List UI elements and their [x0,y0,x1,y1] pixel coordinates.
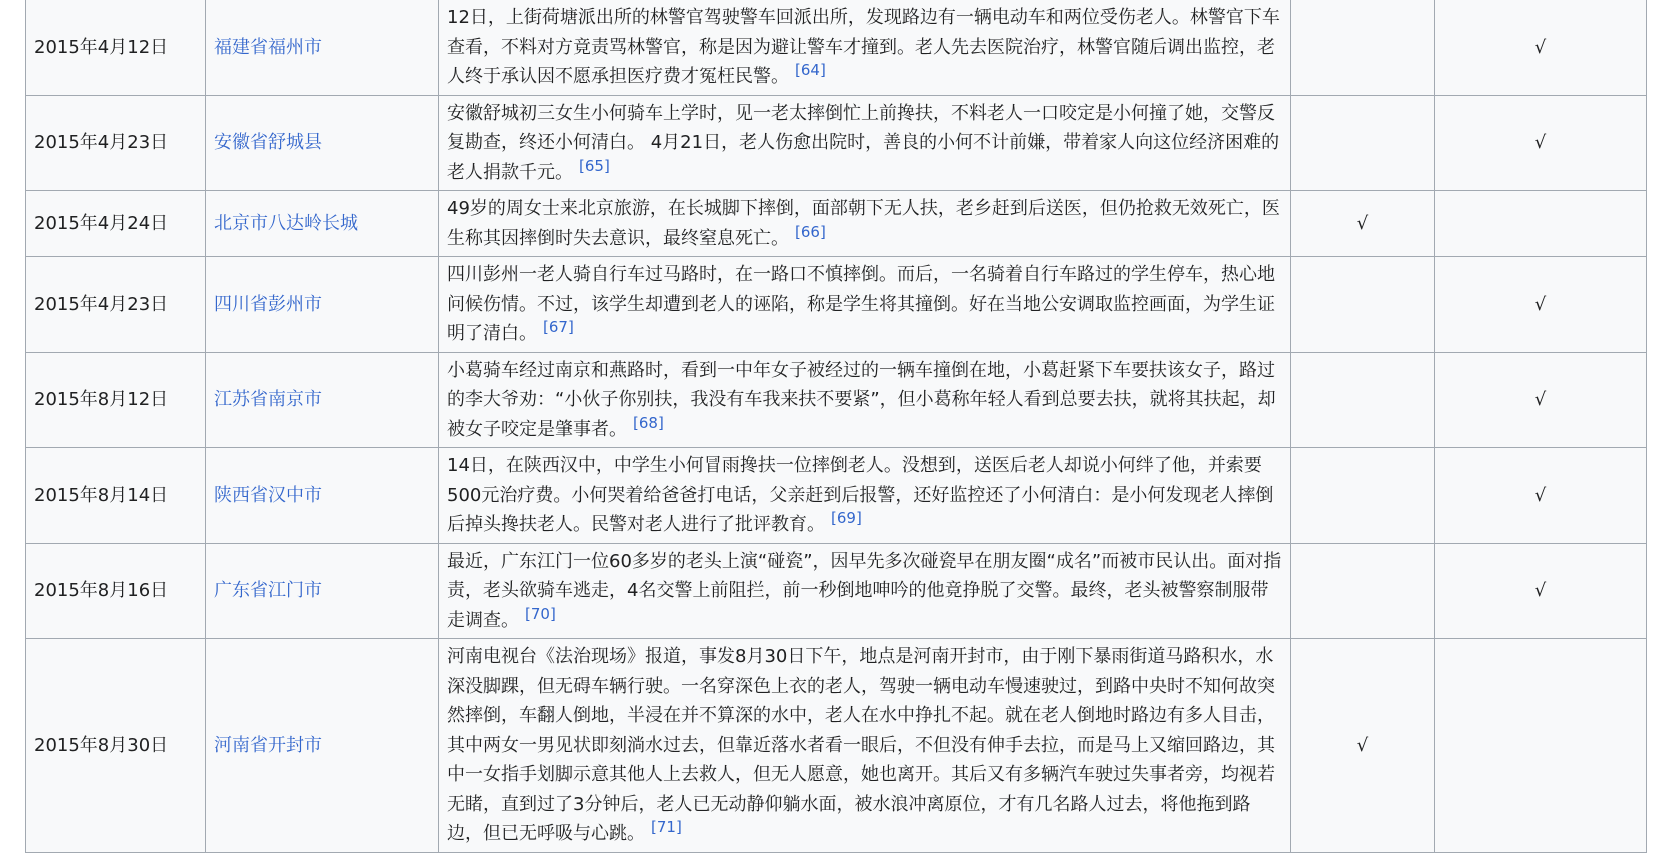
location-cell [206,191,439,257]
checkmark-icon: √ [1534,580,1547,601]
description-text: 河南电视台《法治现场》报道，事发8月30日下午，地点是河南开封市，由于刚下暴雨街道马路积水，水深没脚踝，但无碍车辆行驶。一名穿深色上衣的老人，驾驶一辆电动车慢速驶过，到路中央时不知何故突然摔倒，车翻人倒地，半浸在并不算深的水中，老人在水中挣扎不起。就在老人倒地时路边有多人目击，其中两女一男见状即刻淌水过去，但靠近落水者看一眼后，不但没有伸手去拉，而是马上又缩回路边，其中一女指手划脚示意其他人上去救人，但无人愿意，她也离开。其后又有多辆汽车驶过失事者旁，均视若无睹，直到过了3分钟后，老人已无动静仰躺水面，被水浪冲离原位，才有几名路人过去，将他拖到路边，但已无呼吸与心跳。 [447,646,1275,844]
check-column-b-cell [1435,95,1647,191]
description-text: 最近，广东江门一位60多岁的老头上演“碰瓷”，因早先多次碰瓷早在朋友圈“成名”而被市民认出。面对指责，老头欲骑车逃走，4名交警上前阻拦，前一秒倒地呻吟的他竟挣脱了交警。最终，老头被警察制服带走调查。 [447,550,1282,631]
check-column-b-cell [1435,639,1647,853]
date-cell [26,639,206,853]
location-link[interactable]: 河南省开封市 [214,734,322,756]
date-cell [26,448,206,544]
check-column-a-cell [1291,352,1435,448]
location-cell [206,543,439,639]
date-text: 2015年8月14日 [34,484,169,506]
incidents-table [25,0,1647,853]
checkmark-icon: √ [1534,484,1547,506]
date-cell [26,95,206,191]
description-text: 四川彭州一老人骑自行车过马路时，在一路口不慎摔倒。而后，一名骑着自行车路过的学生停车，热心地问候伤情。不过，该学生却遭到老人的诬陷，称是学生将其撞倒。好在当地公安调取监控画面，为学生证明了清白。 [447,264,1275,344]
date-text: 2015年4月24日 [34,212,169,234]
checkmark-icon: √ [1534,132,1547,153]
reference-superscript [633,414,664,432]
location-link[interactable]: 广东省江门市 [214,580,322,601]
location-link[interactable]: 北京市八达岭长城 [214,212,358,234]
table-body [26,0,1647,852]
reference-link[interactable]: [68] [633,413,664,432]
reference-link[interactable]: [70] [525,604,556,623]
checkmark-icon: √ [1356,734,1369,756]
reference-link[interactable]: [69] [831,509,862,527]
reference-link[interactable]: [66] [795,222,826,241]
description-text: 12日，上街荷塘派出所的林警官驾驶警车回派出所，发现路边有一辆电动车和两位受伤老人。林警官下车查看，不料对方竟责骂林警官，称是因为避让警车才撞到。老人先去医院治疗，林警官随后调出监控，老人终于承认因不愿承担医疗费才冤枉民警。 [447,7,1280,87]
reference-link[interactable]: [67] [543,318,574,336]
location-link[interactable]: 福建省福州市 [214,36,322,58]
check-column-a-cell [1291,543,1435,639]
check-column-b-cell [1435,191,1647,257]
reference-superscript [795,223,826,241]
check-column-a-cell [1291,257,1435,353]
checkmark-icon: √ [1534,389,1547,410]
reference-superscript [651,818,682,836]
description-text: 安徽舒城初三女生小何骑车上学时，见一老太摔倒忙上前搀扶，不料老人一口咬定是小何撞了她，交警反复勘查，终还小何清白。 4月21日，老人伤愈出院时，善良的小何不计前嫌，带着家人向这位经济困难的老人捐款千元。 [447,102,1280,183]
date-text: 2015年8月16日 [34,580,169,601]
description-cell [439,257,1291,353]
location-cell [206,0,439,95]
check-column-b-cell [1435,257,1647,353]
location-link[interactable]: 江苏省南京市 [214,389,322,410]
description-cell [439,191,1291,257]
reference-superscript [525,605,556,623]
check-column-b-cell [1435,448,1647,544]
reference-superscript [579,157,610,175]
date-cell [26,191,206,257]
location-link[interactable]: 安徽省舒城县 [214,132,322,153]
table-row [26,191,1647,257]
checkmark-icon: √ [1534,293,1547,315]
check-column-a-cell [1291,0,1435,95]
description-cell [439,95,1291,191]
location-link[interactable]: 四川省彭州市 [214,293,322,315]
date-text: 2015年4月12日 [34,36,169,58]
table-row [26,543,1647,639]
location-cell [206,352,439,448]
date-cell [26,0,206,95]
checkmark-icon: √ [1356,212,1369,234]
table-row [26,448,1647,544]
check-column-b-cell [1435,543,1647,639]
description-cell [439,0,1291,95]
description-text: 小葛骑车经过南京和燕路时，看到一中年女子被经过的一辆车撞倒在地，小葛赶紧下车要扶该女子，路过的李大爷劝：“小伙子你别扶，我没有车我来扶不要紧”，但小葛称年轻人看到总要去扶，就将其扶起，却被女子咬定是肇事者。 [447,359,1276,440]
table-row [26,95,1647,191]
check-column-b-cell [1435,0,1647,95]
description-cell [439,352,1291,448]
description-cell [439,448,1291,544]
reference-link[interactable]: [64] [795,61,826,79]
location-cell [206,257,439,353]
date-cell [26,257,206,353]
reference-link[interactable]: [71] [651,818,682,836]
description-text: 49岁的周女士来北京旅游，在长城脚下摔倒，面部朝下无人扶，老乡赶到后送医，但仍抢救无效死亡，医生称其因摔倒时失去意识，最终窒息死亡。 [447,198,1280,249]
description-cell [439,543,1291,639]
check-column-a-cell [1291,95,1435,191]
date-text: 2015年8月30日 [34,734,169,756]
reference-superscript [543,318,574,336]
date-cell [26,543,206,639]
description-cell [439,639,1291,853]
check-column-b-cell [1435,352,1647,448]
reference-superscript [795,61,826,79]
date-text: 2015年4月23日 [34,132,169,153]
location-cell [206,639,439,853]
date-text: 2015年4月23日 [34,293,169,315]
check-column-a-cell [1291,639,1435,853]
table-row [26,0,1647,95]
reference-link[interactable]: [65] [579,156,610,175]
check-column-a-cell [1291,191,1435,257]
date-text: 2015年8月12日 [34,389,169,410]
description-text: 14日，在陕西汉中，中学生小何冒雨搀扶一位摔倒老人。没想到，送医后老人却说小何绊了他，并索要500元治疗费。小何哭着给爸爸打电话，父亲赶到后报警，还好监控还了小何清白：是小何发现老人摔倒后掉头搀扶老人。民警对老人进行了批评教育。 [447,455,1274,535]
incidents-table-container [25,0,1647,853]
table-row [26,352,1647,448]
table-row [26,639,1647,853]
reference-superscript [831,509,862,527]
location-cell [206,95,439,191]
location-link[interactable]: 陕西省汉中市 [214,484,322,506]
date-cell [26,352,206,448]
table-row [26,257,1647,353]
check-column-a-cell [1291,448,1435,544]
checkmark-icon: √ [1534,36,1547,58]
location-cell [206,448,439,544]
